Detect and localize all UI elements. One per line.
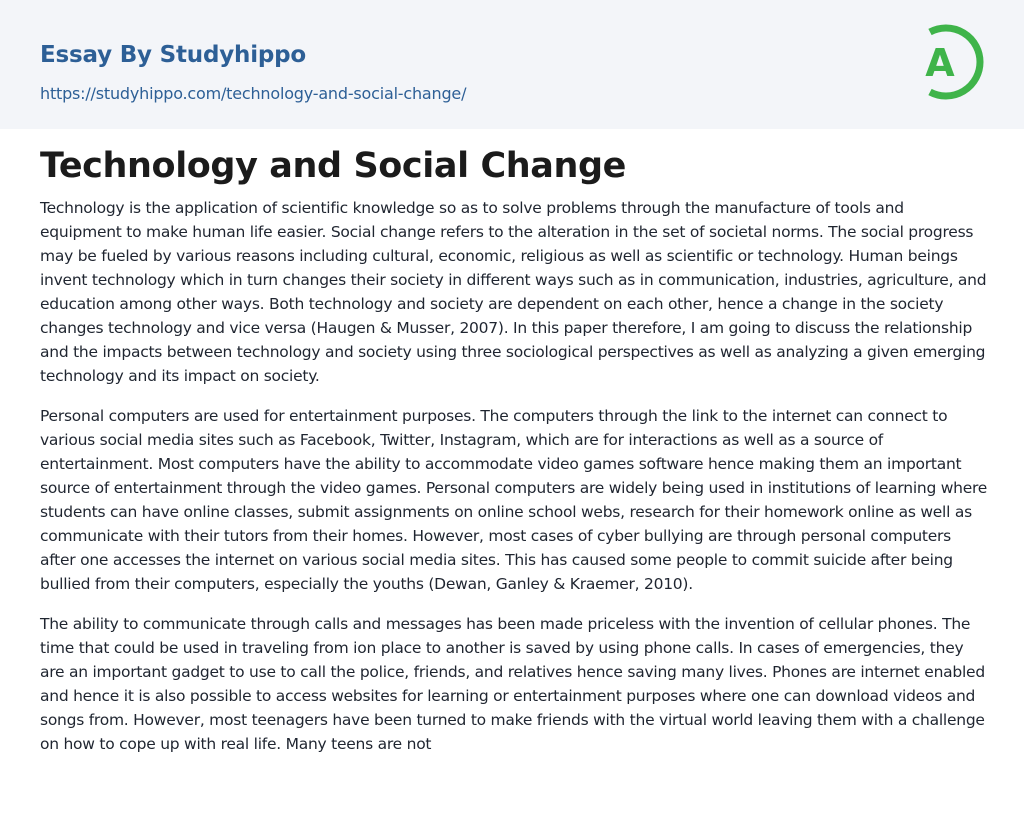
studyhippo-logo-icon xyxy=(912,18,986,106)
essay-paragraph-2: Personal computers are used for entertainment purposes. The computers through the link to the internet can connect to various social media sites such as Facebook, Twitter, Instagram, which are for interactions as well as a source of entertainment. Most computers have the ability to accommodate video games software hence making them an important source of entertainment through the video games. Personal computers are widely being used in institutions of learning where students can have online classes, submit assignments on online school webs, research for their homework online as well as communicate with their tutors from their homes. However, most cases of cyber bullying are through personal computers after one accesses the internet on various social media sites. This has caused some people to commit suicide after being bullied from their computers, especially the youths (Dewan, Ganley & Kraemer, 2010). xyxy=(40,407,988,593)
page-header xyxy=(0,0,1024,129)
essay-paragraph-1: Technology is the application of scientific knowledge so as to solve problems through the manufacture of tools and equipment to make human life easier. Social change refers to the alteration in the set of societal norms. The social progress may be fueled by various reasons including cultural, economic, religious as well as scientific or technology. Human beings invent technology which in turn changes their society in different ways such as in communication, industries, agriculture, and education among other ways. Both technology and society are dependent on each other, hence a change in the society changes technology and vice versa (Haugen & Musser, 2007). In this paper therefore, I am going to discuss the relationship and the impacts between technology and society using three sociological perspectives as well as analyzing a given emerging technology and its impact on society. xyxy=(40,199,987,385)
essay-title: Technology and Social Change xyxy=(40,146,626,186)
essay-body xyxy=(40,196,988,772)
logo-letter: A xyxy=(925,41,955,85)
brand-title: Essay By Studyhippo xyxy=(40,42,307,68)
source-url-link[interactable]: https://studyhippo.com/technology-and-social-change/ xyxy=(40,84,467,103)
essay-paragraph-3: The ability to communicate through calls and messages has been made priceless with the invention of cellular phones. The time that could be used in traveling from ion place to another is saved by using phone calls. In cases of emergencies, they are an important gadget to use to call the police, friends, and relatives hence saving many lives. Phones are internet enabled and hence it is also possible to access websites for learning or entertainment purposes where one can download videos and songs from. However, most teenagers have been turned to make friends with the virtual world leaving them with a challenge on how to cope up with real life. Many teens are not xyxy=(40,615,985,753)
